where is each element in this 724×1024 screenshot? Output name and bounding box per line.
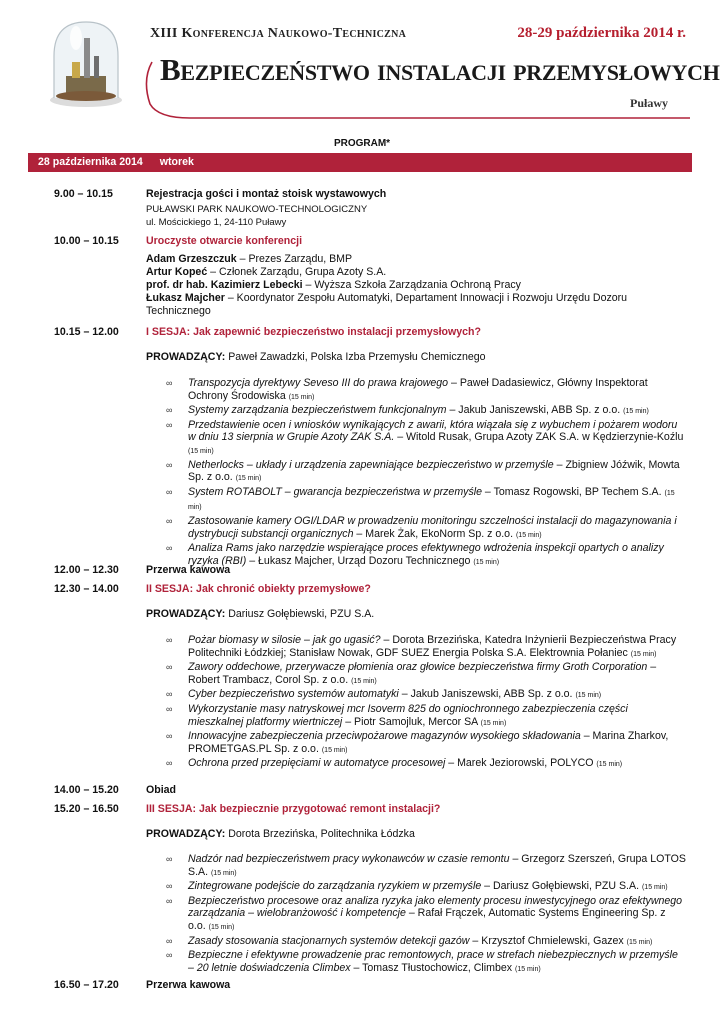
talk-title: Bezpieczeństwo procesowe oraz analiza ryzyka jako elementy procesu inwestycyjnego oraz efektywnego zarządzania – wielobranżowość i kompetencje <box>188 894 683 920</box>
break-label: Przerwa kawowa <box>146 564 231 576</box>
talk-duration: (15 min) <box>596 761 623 769</box>
talk-speaker: – Tomasz Tłustochowicz, Climbex <box>350 961 515 974</box>
talk-duration: (15 min) <box>208 923 235 931</box>
talk-title: Zintegrowane podejście do zarządzania ryzykiem w przemyśle <box>188 880 482 893</box>
talk-title: Bezpieczne i efektywne prowadzenie prac remontowych, prace w strefach niebezpiecznych w przemyśle – 20 letnie doświadczenia Climbex <box>188 949 678 974</box>
infinity-bullet-icon: ∞ <box>166 515 173 526</box>
speaker-line <box>146 266 686 279</box>
conference-dates: 28-29 października 2014 r. <box>517 25 686 41</box>
infinity-bullet-icon: ∞ <box>166 486 173 497</box>
talk-item <box>166 703 686 730</box>
talk-duration: (15 min) <box>641 884 668 892</box>
infinity-bullet-icon: ∞ <box>166 689 173 700</box>
talk-list-session-1 <box>166 377 686 569</box>
time-slot: 12.30 – 14.00 <box>54 583 119 595</box>
talk-duration: (15 min) <box>188 489 675 512</box>
talk-speaker: – Marina Zharkov, PROMETGAS.PL Sp. z o.o. <box>188 730 669 755</box>
talk-item <box>166 688 686 703</box>
chair-label: PROWADZĄCY: <box>146 828 226 840</box>
agenda-item <box>146 188 686 229</box>
infinity-bullet-icon: ∞ <box>166 405 173 416</box>
time-slot: 10.15 – 12.00 <box>54 326 119 338</box>
talk-title: Systemy zarządzania bezpieczeństwem funkcjonalnym <box>188 404 447 417</box>
program-label: PROGRAM* <box>333 138 391 149</box>
talk-title: Nadzór nad bezpieczeństwem pracy wykonawców w czasie remontu <box>188 853 510 865</box>
talk-duration: (15 min) <box>235 475 262 483</box>
talk-item <box>166 377 686 404</box>
session-title <box>146 583 686 596</box>
agenda-item <box>146 235 686 318</box>
time-slot: 14.00 – 15.20 <box>54 784 119 796</box>
talk-duration: (15 min) <box>630 650 657 658</box>
day-weekday: wtorek <box>159 156 194 168</box>
talk-item <box>166 419 686 459</box>
talk-title: Pożar biomasy w silosie – jak go ugasić? <box>188 634 381 646</box>
talk-title: System ROTABOLT – gwarancja bezpieczeństwa w przemyśle <box>188 485 482 498</box>
speaker-line <box>146 279 686 292</box>
speaker-line <box>146 253 686 266</box>
talk-title: Wykorzystanie masy natryskowej mcr Isoverm 825 do ogniochronnego zabezpieczenia części mieszkalnej platformy wiertniczej <box>188 702 628 728</box>
time-slot: 9.00 – 10.15 <box>54 188 113 200</box>
conference-name: XIII Konferencja Naukowo-Techniczna <box>150 26 407 41</box>
talk-item <box>166 853 686 880</box>
speaker-list <box>146 253 686 318</box>
talk-duration: (15 min) <box>515 531 542 539</box>
speaker-role: – Wyższa Szkoła Zarządzania Ochroną Pracy <box>302 279 521 291</box>
talk-title: Analiza Rams jako narzędzie wspierające proces efektywnego wdrożenia inspekcji opartych o analizy ryzyka (RBI) <box>188 542 664 567</box>
infinity-bullet-icon: ∞ <box>166 378 173 388</box>
infinity-bullet-icon: ∞ <box>166 731 173 742</box>
talk-item <box>166 661 686 688</box>
infinity-bullet-icon: ∞ <box>166 703 173 714</box>
session-title-part: : Jak chronić obiekty przemysłowe? <box>189 583 371 595</box>
talk-item <box>166 730 686 757</box>
talk-duration: (15 min) <box>480 719 507 727</box>
talk-speaker: – Dorota Brzezińska, Katedra Inżynierii Bezpieczeństwa Pracy Politechniki Łódzkiej; Stanisław Nowak, GDF SUEZ Energia Polska S.A. Elektrownia Połaniec <box>188 634 677 659</box>
glass-dome-logo-icon <box>44 16 128 110</box>
agenda-item <box>146 803 686 841</box>
talk-duration: (15 min) <box>626 938 653 946</box>
talk-list-session-3 <box>166 853 686 976</box>
talk-speaker: – Marek Żak, EkoNorm Sp. z o.o. <box>353 527 516 540</box>
session-chair <box>146 828 686 841</box>
time-slot: 10.00 – 10.15 <box>54 235 119 247</box>
talk-item <box>166 486 686 515</box>
session-chair <box>146 351 686 364</box>
chair-name: Paweł Zawadzki, Polska Izba Przemysłu Chemicznego <box>225 351 486 363</box>
session-title: I SESJA: Jak zapewnić bezpieczeństwo instalacji przemysłowych? <box>146 326 481 338</box>
talk-item <box>166 459 686 486</box>
speaker-name: prof. dr hab. Kazimierz Lebecki <box>146 279 303 291</box>
day-date: 28 października 2014 <box>38 156 143 168</box>
talk-title: Przedstawienie ocen i wniosków wynikających z awarii, która wiązała się z wybuchem i pożarem wodoru w dniu 13 sierpnia w Grupie Azoty ZAK S.A. <box>188 418 678 444</box>
session-title: III SESJA: Jak bezpiecznie przygotować remont instalacji? <box>146 803 441 815</box>
time-slot: 12.00 – 12.30 <box>54 564 119 576</box>
talk-title: Transpozycja dyrektywy Seveso III do prawa krajowego <box>188 377 449 389</box>
talk-speaker: – Tomasz Rogowski, BP Techem S.A. <box>481 485 665 498</box>
talk-duration: (15 min) <box>188 447 214 455</box>
talk-title: Zastosowanie kamery OGI/LDAR w prowadzeniu monitoringu szczelności instalacji do magazynowania i dystrybucji substancji organicznych <box>188 514 677 540</box>
infinity-bullet-icon: ∞ <box>166 635 173 645</box>
chair-name: Dorota Brzezińska, Politechnika Łódzka <box>225 828 415 840</box>
talk-duration: (15 min) <box>515 965 541 973</box>
talk-title: Cyber bezpieczeństwo systemów automatyki <box>188 688 399 701</box>
page-title: Bezpieczeństwo instalacji przemysłowych <box>160 52 720 87</box>
time-slot: 15.20 – 16.50 <box>54 803 119 815</box>
speaker-role: – Członek Zarządu, Grupa Azoty S.A. <box>207 266 387 278</box>
talk-duration: (15 min) <box>210 869 237 877</box>
speaker-name: Artur Kopeć <box>146 266 208 278</box>
infinity-bullet-icon: ∞ <box>166 459 173 470</box>
talk-speaker: – Witold Rusak, Grupa Azoty ZAK S.A. w Kędzierzynie-Koźlu <box>394 431 684 444</box>
talk-speaker: – Jakub Janiszewski, ABB Sp. z o.o. <box>398 688 576 701</box>
talk-duration: (15 min) <box>288 393 315 401</box>
agenda-item <box>146 326 686 364</box>
talk-title: Innowacyjne zabezpieczenia przeciwpożarowe magazynów wysokiego składowania <box>188 730 581 743</box>
talk-speaker: – Robert Trambacz, Corol Sp. z o.o. <box>188 661 657 686</box>
talk-speaker: – Grzegorz Szerszeń, Grupa LOTOS S.A. <box>188 853 686 878</box>
speaker-line <box>146 292 686 318</box>
venue-address: ul. Mościckiego 1, 24-110 Puławy <box>146 217 287 228</box>
session-chair <box>146 608 686 621</box>
talk-title: Zasady stosowania stacjonarnych systemów detekcji gazów <box>188 934 470 947</box>
talk-item <box>166 757 686 772</box>
speaker-name: Adam Grzeszczuk <box>146 253 237 265</box>
talk-speaker: – Dariusz Gołębiewski, PZU S.A. <box>481 880 642 893</box>
talk-speaker: – Marek Jeziorowski, POLYCO <box>445 757 597 770</box>
infinity-bullet-icon: ∞ <box>166 935 173 946</box>
talk-speaker: – Paweł Dadasiewicz, Główny Inspektorat Ochrony Środowiska <box>188 377 648 402</box>
infinity-bullet-icon: ∞ <box>166 543 173 554</box>
talk-duration: (15 min) <box>321 746 348 754</box>
talk-speaker: – Krzysztof Chmielewski, Gazex <box>469 934 627 947</box>
talk-item <box>166 515 686 542</box>
agenda-item <box>146 583 686 621</box>
infinity-bullet-icon: ∞ <box>166 854 173 864</box>
talk-item <box>166 634 686 661</box>
talk-item <box>166 949 686 976</box>
time-slot: 16.50 – 17.20 <box>54 979 119 991</box>
page-header <box>0 0 724 130</box>
talk-title: Netherlocks – układy i urządzenia zapewniające bezpieczeństwo w przemyśle <box>188 458 554 471</box>
speaker-role: – Koordynator Zespołu Automatyki, Departament Innowacji i Rozwoju Urzędu Dozoru Technicznego <box>146 292 628 317</box>
talk-item <box>166 935 686 950</box>
talk-speaker: – Łukasz Majcher, Urząd Dozoru Technicznego <box>246 554 474 567</box>
chair-name: Dariusz Gołębiewski, PZU S.A. <box>225 608 375 620</box>
talk-speaker: – Rafał Frączek, Automatic Systems Engineering Sp. z o.o. <box>188 907 666 932</box>
infinity-bullet-icon: ∞ <box>166 419 173 430</box>
talk-speaker: – Jakub Janiszewski, ABB Sp. z o.o. <box>446 404 624 417</box>
infinity-bullet-icon: ∞ <box>166 662 173 673</box>
conference-city: Puławy <box>629 96 668 110</box>
infinity-bullet-icon: ∞ <box>166 950 173 961</box>
talk-duration: (15 min) <box>473 558 500 566</box>
speaker-role: – Prezes Zarządu, BMP <box>236 253 353 265</box>
infinity-bullet-icon: ∞ <box>166 881 173 892</box>
infinity-bullet-icon: ∞ <box>166 758 173 769</box>
talk-duration: (15 min) <box>623 408 649 416</box>
talk-list-session-2 <box>166 634 686 772</box>
talk-duration: (15 min) <box>575 692 602 700</box>
chair-label: PROWADZĄCY: <box>146 608 226 620</box>
chair-label: PROWADZĄCY: <box>146 351 226 363</box>
venue-name: PUŁAWSKI PARK NAUKOWO-TECHNOLOGICZNY <box>146 204 368 215</box>
session-title-part: II SESJA <box>146 583 190 595</box>
infinity-bullet-icon: ∞ <box>166 895 173 906</box>
talk-item <box>166 895 686 935</box>
item-title: Rejestracja gości i montaż stoisk wystawowych <box>146 188 387 200</box>
talk-speaker: – Piotr Samojluk, Mercor SA <box>342 715 481 728</box>
talk-duration: (15 min) <box>351 677 377 685</box>
speaker-name: Łukasz Majcher <box>146 292 225 304</box>
talk-title: Ochrona przed przepięciami w automatyce procesowej <box>188 757 446 770</box>
item-title: Uroczyste otwarcie konferencji <box>146 235 303 247</box>
talk-title: Zawory oddechowe, przerywacze płomienia oraz głowice bezpieczeństwa firmy Groth Corporation <box>188 661 648 674</box>
day-banner <box>28 153 692 172</box>
break-label: Obiad <box>146 784 177 796</box>
talk-speaker: – Zbigniew Jóźwik, Mowta Sp. z o.o. <box>188 458 680 484</box>
talk-item <box>166 404 686 419</box>
break-label: Przerwa kawowa <box>146 979 231 991</box>
talk-item <box>166 880 686 895</box>
